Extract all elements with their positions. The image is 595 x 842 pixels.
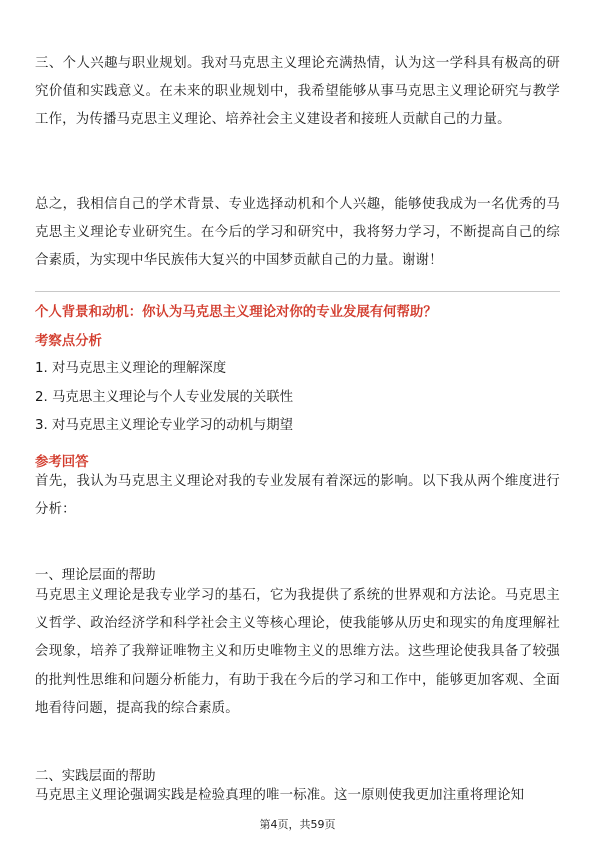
analysis-point: 3. 对马克思主义理论专业学习的动机与期望 bbox=[35, 418, 294, 433]
page-number: 第4页，共59页 bbox=[259, 818, 336, 831]
theory-heading: 一、理论层面的帮助 bbox=[35, 568, 156, 583]
analysis-heading: 考察点分析 bbox=[35, 334, 102, 349]
divider bbox=[35, 291, 560, 292]
question-title: 个人背景和动机：你认为马克思主义理论对你的专业发展有何帮助？ bbox=[35, 305, 437, 320]
answer-intro: 首先，我认为马克思主义理论对我的专业发展有着深远的影响。以下我从两个维度进行分析： bbox=[35, 474, 560, 518]
conclusion-paragraph: 总之，我相信自己的学术背景、专业选择动机和个人兴趣，能够使我成为一名优秀的马克思主义理论专业研究生。在今后的学习和研究中，我将努力学习，不断提高自己的综合素质，为实现中华民族伟大复兴的中国梦贡献自己的力量。谢谢！ bbox=[35, 197, 560, 269]
practice-paragraph: 马克思主义理论强调实践是检验真理的唯一标准。这一原则使我更加注重将理论知 bbox=[35, 788, 525, 803]
analysis-point: 2. 马克思主义理论与个人专业发展的关联性 bbox=[35, 390, 294, 405]
section3-paragraph: 三、个人兴趣与职业规划。我对马克思主义理论充满热情，认为这一学科具有极高的研究价值和实践意义。在未来的职业规划中，我希望能够从事马克思主义理论研究与教学工作，为传播马克思主义理论、培养社会主义建设者和接班人贡献自己的力量。 bbox=[35, 56, 560, 128]
theory-paragraph: 马克思主义理论是我专业学习的基石，它为我提供了系统的世界观和方法论。马克思主义哲学、政治经济学和科学社会主义等核心理论，使我能够从历史和现实的角度理解社会现象，培养了我辩证唯物主义和历史唯物主义的思维方法。这些理论使我具备了较强的批判性思维和问题分析能力，有助于我在今后的学习和工作中，能够更加客观、全面地看待问题，提高我的综合素质。 bbox=[35, 588, 560, 716]
analysis-point: 1. 对马克思主义理论的理解深度 bbox=[35, 361, 227, 376]
answer-heading: 参考回答 bbox=[35, 455, 89, 470]
practice-heading: 二、实践层面的帮助 bbox=[35, 769, 156, 784]
